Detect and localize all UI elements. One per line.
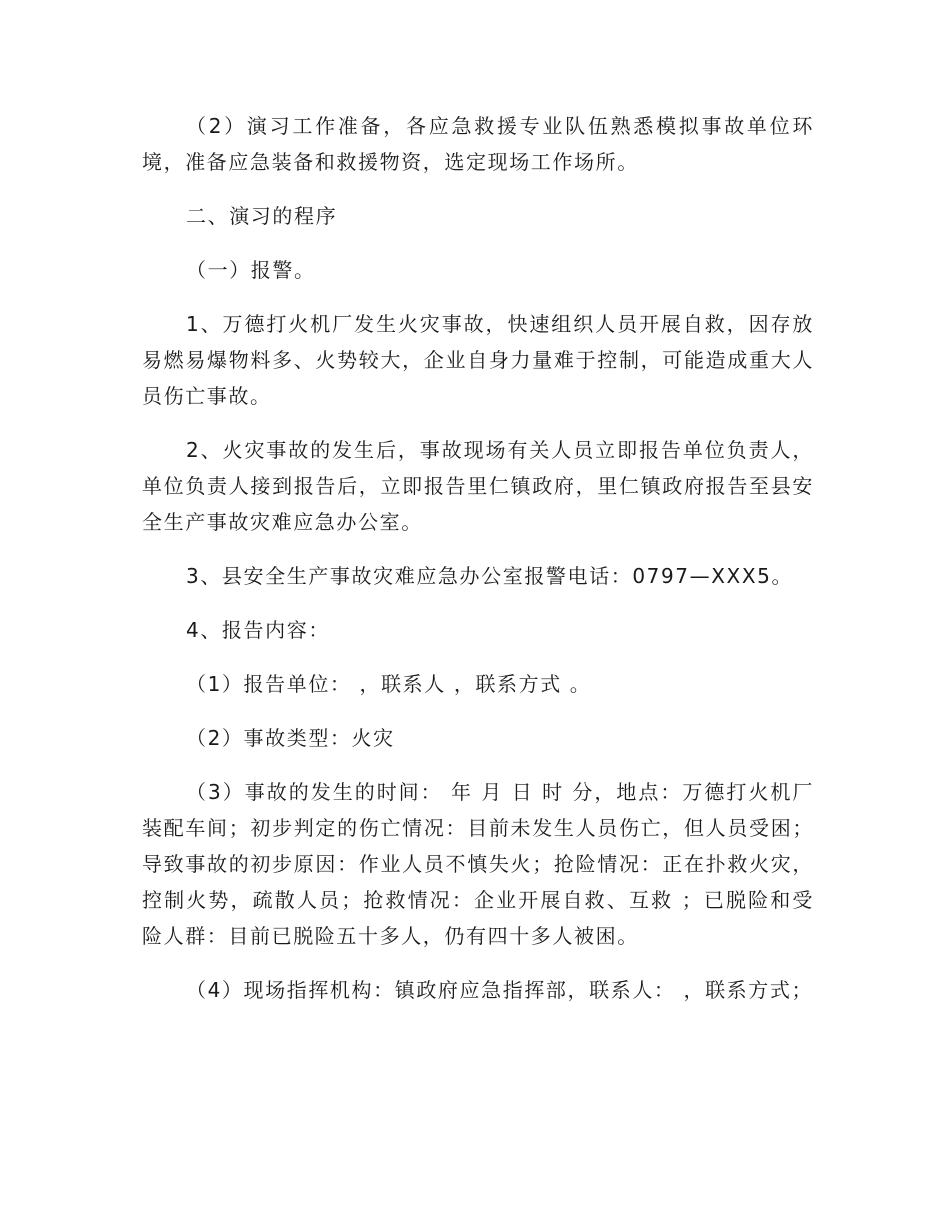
paragraph-incident-details: （3）事故的发生的时间： 年 月 日 时 分，地点：万德打火机厂装配车间；初步判定的伤亡情况：目前未发生人员伤亡，但人员受困；导致事故的初步原因：作业人员不慎失火；抢险情况：正在扑救火灾，控制火势，疏散人员；抢救情况：企业开展自救、互救 ；已脱险和受险人群：目前已脱险五十多人，仍有四十多人被困。 xyxy=(142,780,814,948)
paragraph-alarm-phone: 3、县安全生产事故灾难应急办公室报警电话：0797—XXX5。 xyxy=(186,564,794,588)
paragraph-reporting-chain: 2、火灾事故的发生后，事故现场有关人员立即报告单位负责人，单位负责人接到报告后，立即报告里仁镇政府，里仁镇政府报告至县安全生产事故灾难应急办公室。 xyxy=(142,438,814,534)
paragraph-incident-type: （2）事故类型：火灾 xyxy=(186,726,395,750)
paragraph-fire-incident: 1、万德打火机厂发生火灾事故，快速组织人员开展自救，因存放易燃易爆物料多、火势较大，企业自身力量难于控制，可能造成重大人员伤亡事故。 xyxy=(142,312,814,408)
paragraph-report-unit: （1）报告单位： ，联系人 ，联系方式 。 xyxy=(186,672,592,696)
heading-alarm: （一）报警。 xyxy=(186,258,316,282)
heading-drill-procedure: 二、演习的程序 xyxy=(186,204,338,228)
heading-report-content: 4、报告内容： xyxy=(186,618,330,642)
paragraph-drill-preparation: （2）演习工作准备，各应急救援专业队伍熟悉模拟事故单位环境，准备应急装备和救援物资，选定现场工作场所。 xyxy=(142,114,814,174)
paragraph-command-structure: （4）现场指挥机构：镇政府应急指挥部，联系人： ，联系方式； xyxy=(186,978,814,1002)
